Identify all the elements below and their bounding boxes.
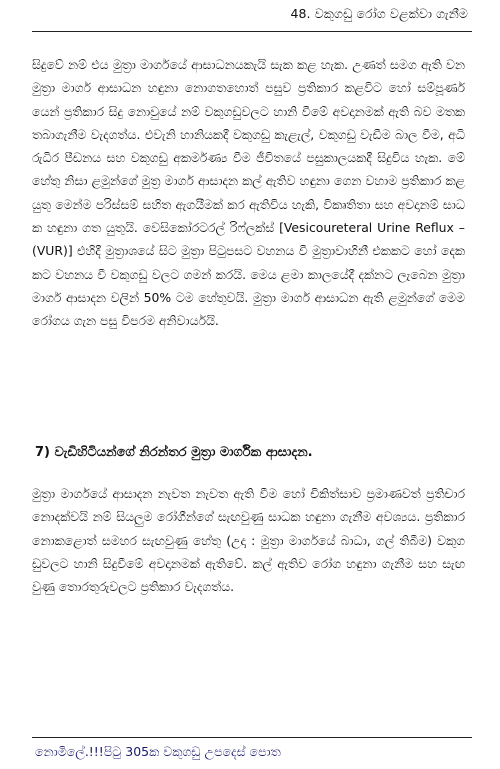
page-header: 48. වකුගඩු රෝග වළක්වා ගැනීම (290, 6, 468, 21)
body-paragraph-1: සිදුවේ නම් එය මුත්‍රා මාර්ගයේ ආසාධනයකැයි සැක කළ හැක. උණත් සමග ඇති වන මුත්‍රා මාර්ග ආසාධන හඳුනා නොගතහොත් පසුව ප්‍රතිකාර කළවිට හෝ සම්පූර්ණයෙන් ප්‍රතිකාර සිදු නොවුයේ නම් වකුගඩුවලට හානි වීමේ අවදානමක් ඇති බව මතක තබාගැනීම වැදගත්ය. එවැනි හානියකදී වකුගඩු කැළැල්, වකුගඩු වැඩීම බාල වීම, අධි රුධිර පීඩනය සහ වකුගඩු අකර්මණ්‍ය වීම ජීවිතයේ පසුකාලයකදී සිදුවිය හැක. මේ හේතු නිසා ළමුන්ගේ මුත්‍ර මාර්ග ආසාදන කල් ඇතිව හඳුනා ගෙන වහාම ප්‍රතිකාර කළ යුතු මෙන්ම පරිස්සම් සහිත ඇගයීමක් කර ඇතිවිය හැකි, විකෘතිතා සහ අවදානම් සාධක හඳුනා ගත යුතුයි. වෙසිකෝරටරල් රිෆ්ලක්ස් [Vesicoureteral Urine Reflux – (VUR)] එහිදී මුත්‍රාශයේ සිට මුත්‍රා පිටුපසට වහනය වී මුත්‍රාවාහිනී එකකට හෝ දෙකකට වහනය වී වකුගඩු වලට ගමන් කරයි. මෙය ළමා කාලයේදී දක්නට ලැබෙන මුත්‍රා මාර්ග ආසාදන වලින් 50% ටම හේතුවයි. මුත්‍රා මාර්ග ආසාධන ඇති ළමුන්ගේ මෙම රෝගය ගැන පසු විපරම අනිවාර්යයි. (32, 57, 465, 329)
body-paragraph-2: මුත්‍රා මාර්ගයේ ආසාදන නැවත නැවත ඇති වීම හෝ චිකිත්සාව ප්‍රමාණවත් ප්‍රතිචාර නොදක්වයි නම් සියලුම රෝගීන්ගේ සැඟවුණු සාධක හඳුනා ගැනීම අවශ්‍යය. ප්‍රතිකාර නොකළොත් සමහර සැඟවුණු හේතු (උදා : මුත්‍රා මාර්ගයේ බාධා, ගල් තිබීම) වකුගඩුවලට හානි සිදුවීමේ අවදානමක් ඇතිවේ. කල් ඇතිව රෝග හඳුනා ගැනීම සහ සැඟවුණු තොරතුරුවලට ප්‍රතිකාර වැදගත්ය. (32, 486, 465, 595)
header-divider (32, 31, 472, 32)
footer-divider (32, 737, 472, 738)
section-heading: 7) වැඩිහිටියන්ගේ නිරන්තර මුත්‍රා මාර්ගික ආසාදන. (35, 445, 313, 460)
page-footer: නොමිලේ.!!!පිටු 305ක වකුගඩු උපදෙස් පොත (35, 744, 281, 759)
